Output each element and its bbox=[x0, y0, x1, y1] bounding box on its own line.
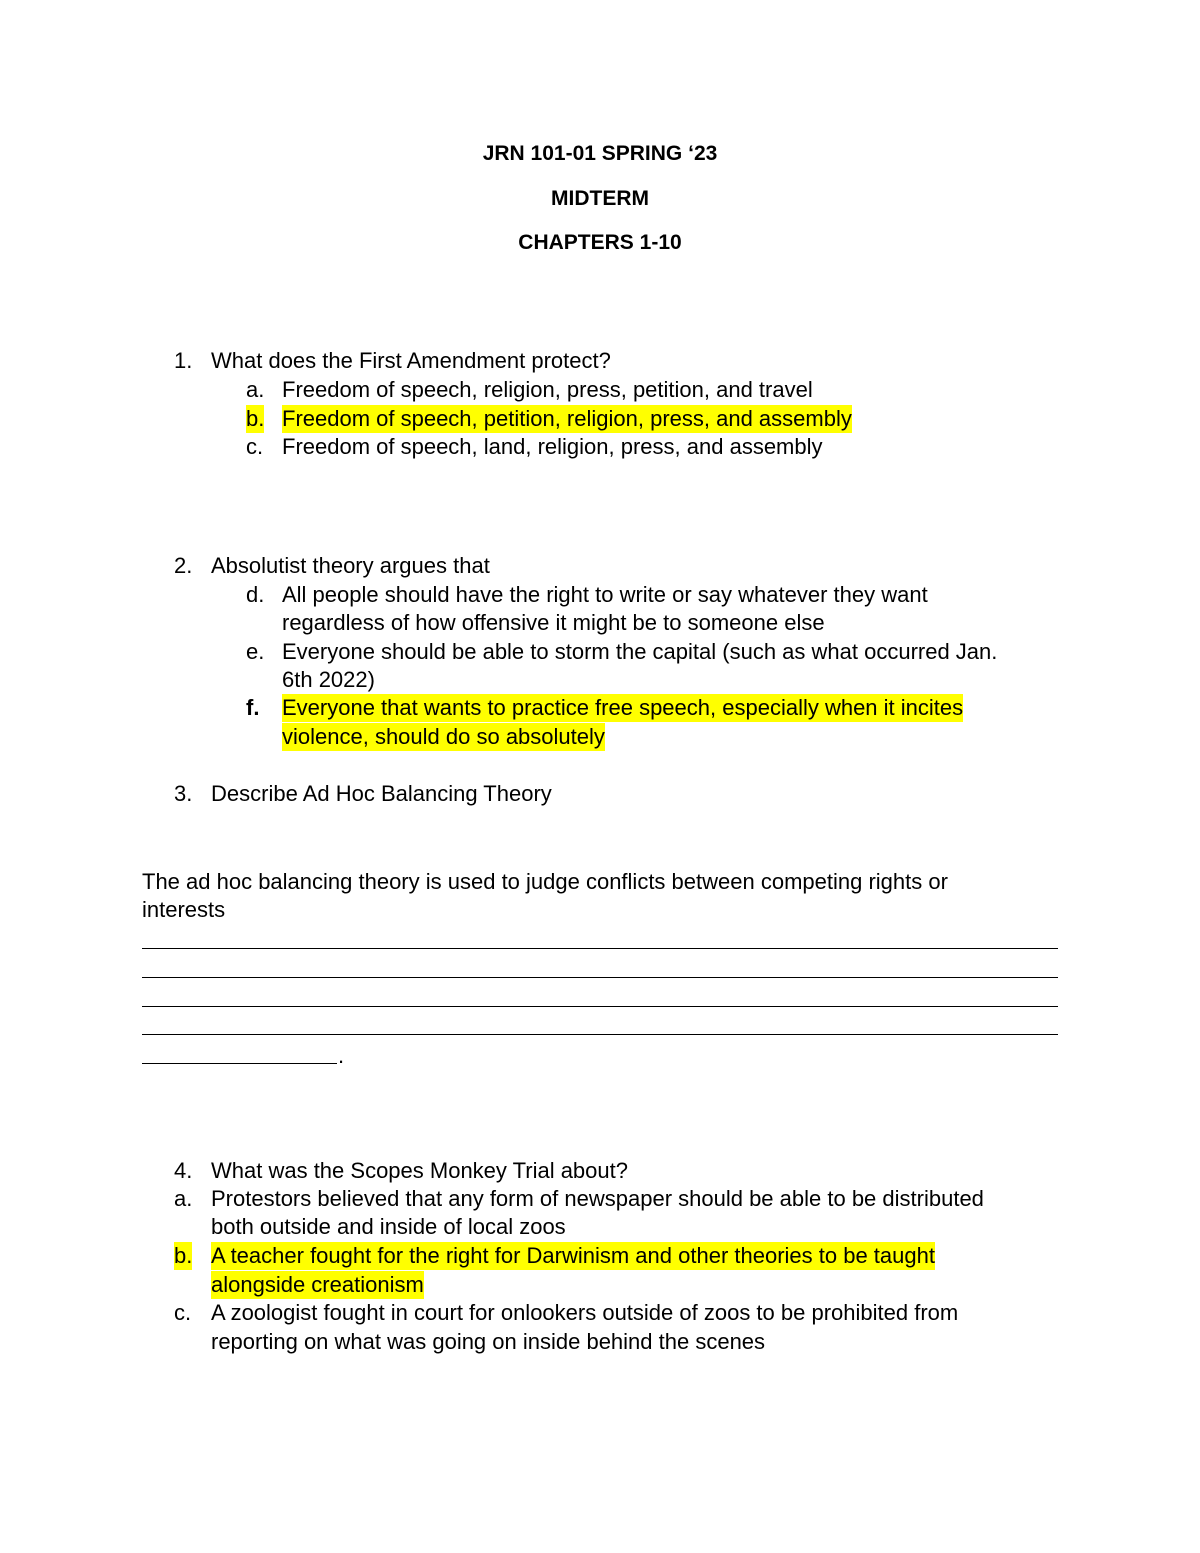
option-text: reporting on what was going on inside behind the scenes bbox=[211, 1329, 766, 1354]
question-number: 2. bbox=[174, 553, 193, 578]
option-text: Freedom of speech, religion, press, petition, and travel bbox=[282, 377, 813, 402]
question-number: 1. bbox=[174, 348, 193, 373]
option-letter: c. bbox=[174, 1300, 192, 1325]
exam-title: MIDTERM bbox=[551, 187, 649, 210]
option-letter: f. bbox=[246, 695, 260, 720]
option-text-highlighted: alongside creationism bbox=[211, 1272, 424, 1297]
option-text: regardless of how offensive it might be to someone else bbox=[282, 610, 825, 635]
answer-text: The ad hoc balancing theory is used to judge conflicts between competing rights or bbox=[142, 869, 948, 894]
option-letter: a. bbox=[246, 377, 265, 402]
answer-line bbox=[142, 948, 1058, 949]
question-number: 4. bbox=[174, 1158, 193, 1183]
question-text: Absolutist theory argues that bbox=[211, 553, 490, 578]
question-text: What does the First Amendment protect? bbox=[211, 348, 611, 373]
option-text: All people should have the right to write or say whatever they want bbox=[282, 582, 928, 607]
answer-line bbox=[142, 1063, 337, 1064]
option-text-highlighted: A teacher fought for the right for Darwinism and other theories to be taught bbox=[211, 1243, 935, 1268]
option-text: Protestors believed that any form of newspaper should be able to be distributed bbox=[211, 1186, 984, 1211]
option-letter: e. bbox=[246, 639, 265, 664]
option-text: both outside and inside of local zoos bbox=[211, 1214, 566, 1239]
course-title: JRN 101-01 SPRING ‘23 bbox=[482, 142, 718, 165]
option-text: Freedom of speech, land, religion, press, and assembly bbox=[282, 434, 823, 459]
option-letter: d. bbox=[246, 582, 265, 607]
answer-line bbox=[142, 977, 1058, 978]
option-text-highlighted: Freedom of speech, petition, religion, press, and assembly bbox=[282, 406, 852, 431]
option-letter: a. bbox=[174, 1186, 193, 1211]
chapters-title: CHAPTERS 1-10 bbox=[518, 231, 682, 254]
option-text: A zoologist fought in court for onlookers outside of zoos to be prohibited from bbox=[211, 1300, 959, 1325]
answer-line bbox=[142, 1006, 1058, 1007]
option-letter-highlighted: b. bbox=[246, 406, 265, 431]
answer-text: interests bbox=[142, 897, 226, 922]
answer-period: . bbox=[338, 1043, 345, 1068]
option-text-highlighted: violence, should do so absolutely bbox=[282, 724, 605, 749]
question-text: Describe Ad Hoc Balancing Theory bbox=[211, 781, 552, 806]
question-number: 3. bbox=[174, 781, 193, 806]
option-text: 6th 2022) bbox=[282, 667, 375, 692]
option-text: Everyone should be able to storm the capital (such as what occurred Jan. bbox=[282, 639, 998, 664]
question-text: What was the Scopes Monkey Trial about? bbox=[211, 1158, 628, 1183]
option-letter-highlighted: b. bbox=[174, 1243, 193, 1268]
option-letter: c. bbox=[246, 434, 264, 459]
option-text-highlighted: Everyone that wants to practice free speech, especially when it incites bbox=[282, 695, 964, 720]
answer-line bbox=[142, 1034, 1058, 1035]
